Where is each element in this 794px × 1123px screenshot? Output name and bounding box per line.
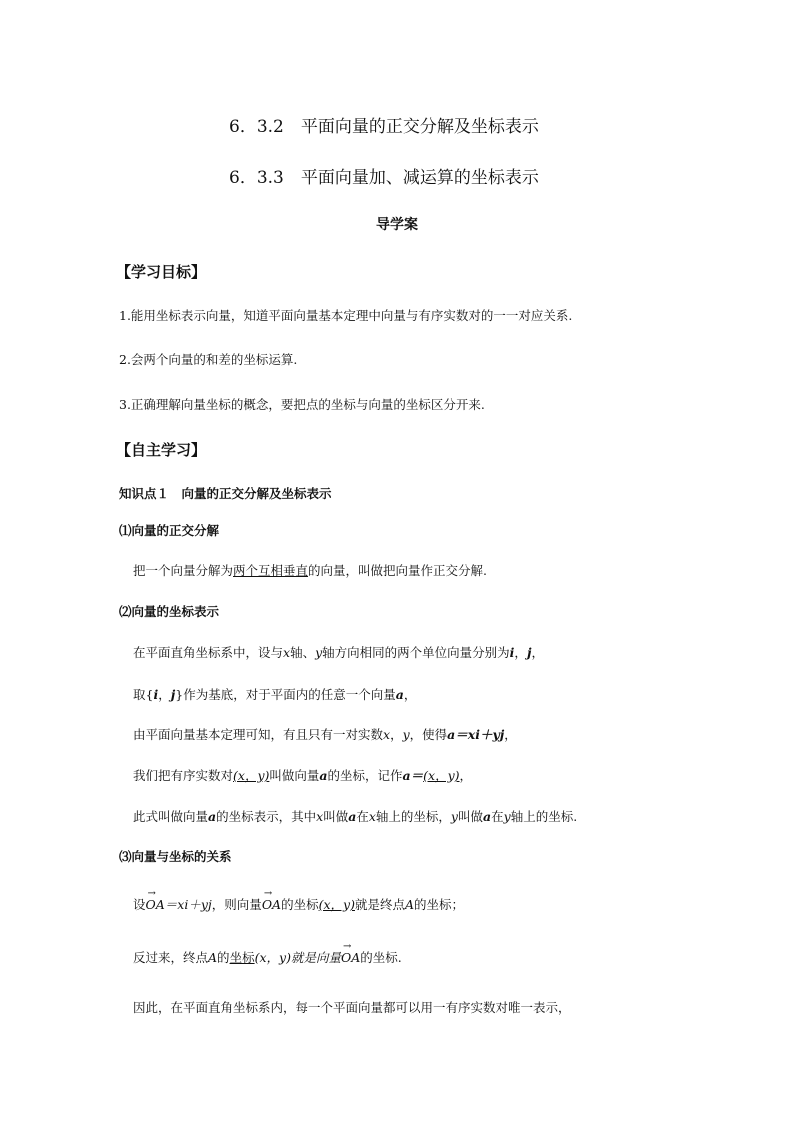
paragraph-coord-3: 由平面向量基本定理可知，有且只有一对实数x，y，使得a＝xi＋yj， [133, 727, 517, 742]
paragraph-coord-5: 此式叫做向量a的坐标表示，其中x叫做a在x轴上的坐标，y叫做a在y轴上的坐标. [133, 809, 578, 824]
goal-item-2: 2.会两个向量的和差的坐标运算. [119, 352, 298, 367]
paragraph-coord-1: 在平面直角坐标系中，设与x轴、y轴方向相同的两个单位向量分别为i，j， [133, 645, 544, 660]
subsection-title-3: ⑶向量与坐标的关系 [119, 849, 232, 864]
goal-item-3: 3.正确理解向量坐标的概念，要把点的坐标与向量的坐标区分开来. [119, 397, 485, 412]
subsection-title-1: ⑴向量的正交分解 [119, 523, 220, 538]
self-study-heading: 【自主学习】 [116, 441, 207, 459]
paragraph-relation-1: 设→ OA＝xi＋yj，则向量→ OA的坐标(x，y)就是终点A的坐标； [133, 897, 464, 912]
goal-item-1: 1.能用坐标表示向量，知道平面向量基本定理中向量与有序实数对的一一对应关系. [119, 308, 573, 323]
page-title-2: 6．3.3 平面向量加、减运算的坐标表示 [229, 168, 539, 188]
underlined-answer: 两个互相垂直 [233, 563, 309, 578]
subsection-title-2: ⑵向量的坐标表示 [119, 604, 220, 619]
equation: a＝xi＋yj [447, 727, 505, 742]
paragraph-orthogonal: 把一个向量分解为两个互相垂直的向量，叫做把向量作正交分解. [133, 563, 488, 578]
paragraph-relation-2: 反过来，终点A的坐标(x，y)就是向量→ OA的坐标. [133, 950, 402, 965]
paragraph-relation-3: 因此，在平面直角坐标系内，每一个平面向量都可以用一有序实数对唯一表示， [133, 1000, 571, 1015]
vector-oa: → OA [146, 897, 165, 912]
vector-oa: → OA [341, 950, 360, 965]
page-subtitle: 导学案 [376, 217, 418, 233]
knowledge-point-title: 知识点１ 向量的正交分解及坐标表示 [119, 486, 332, 501]
page-title-1: 6．3.2 平面向量的正交分解及坐标表示 [229, 117, 539, 137]
vector-oa: → OA [262, 897, 281, 912]
paragraph-coord-4: 我们把有序实数对(x，y)叫做向量a的坐标，记作a＝(x，y)， [133, 768, 473, 783]
goals-heading: 【学习目标】 [116, 263, 207, 281]
paragraph-coord-2: 取{i，j}作为基底，对于平面内的任意一个向量a， [133, 687, 417, 702]
